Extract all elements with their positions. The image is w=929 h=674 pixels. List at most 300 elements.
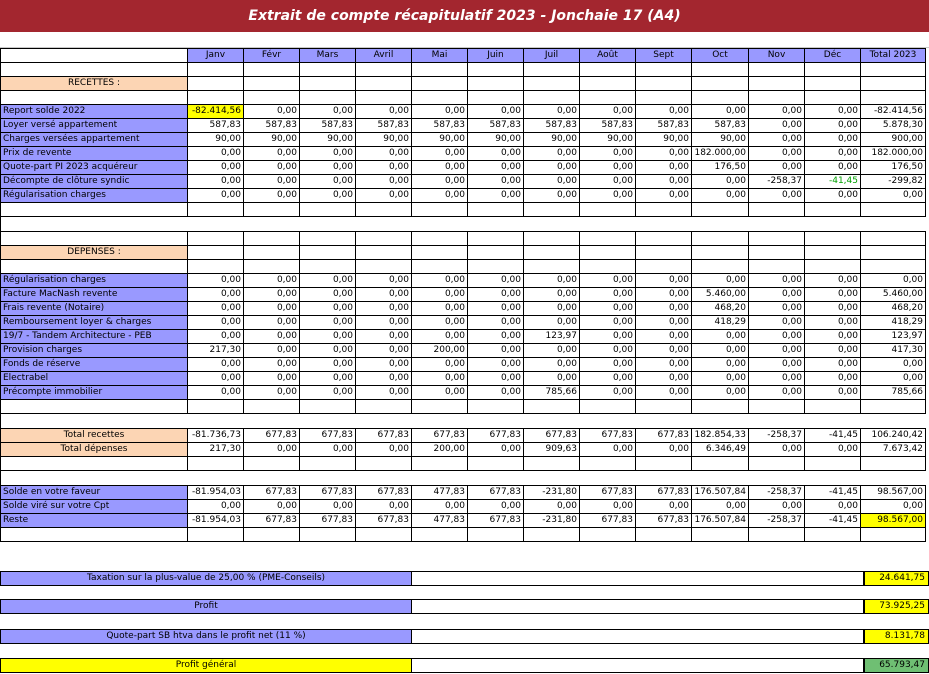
value-cell[interactable]: 0,00	[636, 316, 692, 330]
cell[interactable]	[412, 260, 468, 274]
value-cell[interactable]: 0,00	[692, 105, 749, 119]
value-cell[interactable]: 0,00	[188, 274, 244, 288]
value-cell[interactable]: 677,83	[244, 486, 300, 500]
cell[interactable]	[580, 77, 636, 91]
cell[interactable]	[188, 77, 244, 91]
value-cell[interactable]: 176.507,84	[692, 514, 749, 528]
cell[interactable]	[805, 457, 861, 471]
value-cell[interactable]: 0,00	[468, 175, 524, 189]
cell[interactable]	[805, 63, 861, 77]
value-cell[interactable]: 0,00	[188, 358, 244, 372]
cell[interactable]	[468, 457, 524, 471]
cell[interactable]	[188, 203, 244, 217]
cell[interactable]	[861, 77, 926, 91]
value-cell[interactable]: 0,00	[300, 147, 356, 161]
value-cell[interactable]: 0,00	[636, 443, 692, 457]
value-cell[interactable]: 0,00	[412, 105, 468, 119]
value-cell[interactable]: 0,00	[412, 302, 468, 316]
cell[interactable]	[244, 232, 300, 246]
value-cell[interactable]: 5.460,00	[861, 288, 926, 302]
value-cell[interactable]: 0,00	[580, 302, 636, 316]
cell[interactable]	[692, 91, 749, 105]
cell[interactable]	[1, 528, 188, 542]
cell[interactable]	[188, 232, 244, 246]
cell[interactable]	[636, 400, 692, 414]
value-cell[interactable]: 0,00	[636, 274, 692, 288]
value-cell[interactable]: 0,00	[468, 344, 524, 358]
value-cell[interactable]: 0,00	[356, 302, 412, 316]
value-cell[interactable]: 0,00	[300, 372, 356, 386]
value-cell[interactable]: 182.854,33	[692, 429, 749, 443]
cell[interactable]	[412, 528, 468, 542]
value-cell[interactable]: -41,45	[805, 175, 861, 189]
value-cell[interactable]: 587,83	[580, 119, 636, 133]
cell[interactable]	[244, 246, 300, 260]
value-cell[interactable]: 0,00	[244, 372, 300, 386]
cell[interactable]	[300, 400, 356, 414]
value-cell[interactable]: 176,50	[692, 161, 749, 175]
value-cell[interactable]: 0,00	[749, 161, 805, 175]
row-label[interactable]: Loyer versé appartement	[1, 119, 188, 133]
quote-part-value[interactable]: 8.131,78	[864, 629, 929, 644]
value-cell[interactable]: 0,00	[524, 358, 580, 372]
cell[interactable]	[244, 260, 300, 274]
value-cell[interactable]: 0,00	[692, 330, 749, 344]
value-cell[interactable]: 0,00	[805, 316, 861, 330]
value-cell[interactable]: 0,00	[412, 358, 468, 372]
value-cell[interactable]: 909,63	[524, 443, 580, 457]
cell[interactable]	[300, 260, 356, 274]
row-label[interactable]: Charges versées appartement	[1, 133, 188, 147]
cell[interactable]	[244, 77, 300, 91]
value-cell[interactable]: 0,00	[524, 161, 580, 175]
value-cell[interactable]: 0,00	[636, 330, 692, 344]
cell[interactable]	[749, 400, 805, 414]
value-cell[interactable]: 106.240,42	[861, 429, 926, 443]
value-cell[interactable]: 0,00	[805, 288, 861, 302]
value-cell[interactable]: 587,83	[356, 119, 412, 133]
cell[interactable]	[524, 246, 580, 260]
value-cell[interactable]: 0,00	[244, 344, 300, 358]
value-cell[interactable]: 0,00	[356, 105, 412, 119]
value-cell[interactable]: 0,00	[468, 274, 524, 288]
value-cell[interactable]: 0,00	[749, 302, 805, 316]
cell[interactable]	[468, 232, 524, 246]
value-cell[interactable]: 0,00	[244, 316, 300, 330]
value-cell[interactable]: 0,00	[412, 288, 468, 302]
value-cell[interactable]: 677,83	[636, 486, 692, 500]
cell[interactable]	[580, 203, 636, 217]
value-cell[interactable]: 0,00	[861, 372, 926, 386]
cell[interactable]	[805, 246, 861, 260]
value-cell[interactable]: 0,00	[861, 274, 926, 288]
value-cell[interactable]: 0,00	[468, 302, 524, 316]
value-cell[interactable]: 0,00	[749, 344, 805, 358]
cell[interactable]	[244, 203, 300, 217]
value-cell[interactable]: 0,00	[244, 147, 300, 161]
cell[interactable]	[636, 91, 692, 105]
value-cell[interactable]: 0,00	[580, 358, 636, 372]
value-cell[interactable]: 0,00	[636, 161, 692, 175]
cell[interactable]	[692, 528, 749, 542]
cell[interactable]	[356, 63, 412, 77]
value-cell[interactable]: 0,00	[749, 288, 805, 302]
value-cell[interactable]: 0,00	[636, 302, 692, 316]
cell[interactable]	[468, 63, 524, 77]
cell[interactable]	[412, 203, 468, 217]
value-cell[interactable]: 0,00	[749, 386, 805, 400]
value-cell[interactable]: 587,83	[300, 119, 356, 133]
value-cell[interactable]: 0,00	[188, 288, 244, 302]
value-cell[interactable]: 0,00	[805, 274, 861, 288]
cell[interactable]	[468, 528, 524, 542]
value-cell[interactable]: 0,00	[580, 344, 636, 358]
value-cell[interactable]: 0,00	[300, 358, 356, 372]
value-cell[interactable]: 0,00	[300, 316, 356, 330]
value-cell[interactable]: 0,00	[524, 372, 580, 386]
cell[interactable]	[524, 91, 580, 105]
value-cell[interactable]: 677,83	[300, 429, 356, 443]
cell[interactable]	[1, 203, 188, 217]
value-cell[interactable]: 217,30	[188, 344, 244, 358]
value-cell[interactable]: 0,00	[749, 119, 805, 133]
cell[interactable]	[356, 91, 412, 105]
value-cell[interactable]: -258,37	[749, 429, 805, 443]
value-cell[interactable]: 0,00	[749, 358, 805, 372]
value-cell[interactable]: 0,00	[412, 189, 468, 203]
value-cell[interactable]: 123,97	[524, 330, 580, 344]
value-cell[interactable]: 0,00	[636, 372, 692, 386]
value-cell[interactable]: 0,00	[524, 344, 580, 358]
value-cell[interactable]: -81.954,03	[188, 486, 244, 500]
value-cell[interactable]: 677,83	[356, 514, 412, 528]
value-cell[interactable]: 0,00	[468, 147, 524, 161]
value-cell[interactable]: 587,83	[412, 119, 468, 133]
cell[interactable]	[749, 260, 805, 274]
value-cell[interactable]: 7.673,42	[861, 443, 926, 457]
value-cell[interactable]: 90,00	[188, 133, 244, 147]
cell[interactable]	[692, 246, 749, 260]
value-cell[interactable]: 0,00	[805, 133, 861, 147]
value-cell[interactable]: 677,83	[412, 429, 468, 443]
row-label[interactable]: Prix de revente	[1, 147, 188, 161]
value-cell[interactable]: 182.000,00	[861, 147, 926, 161]
cell[interactable]	[749, 457, 805, 471]
value-cell[interactable]: 0,00	[524, 175, 580, 189]
cell[interactable]	[861, 91, 926, 105]
value-cell[interactable]: 0,00	[244, 500, 300, 514]
cell[interactable]	[749, 203, 805, 217]
value-cell[interactable]: 0,00	[692, 344, 749, 358]
value-cell[interactable]: 0,00	[580, 330, 636, 344]
cell[interactable]	[356, 260, 412, 274]
value-cell[interactable]: 0,00	[749, 372, 805, 386]
value-cell[interactable]: 0,00	[580, 175, 636, 189]
value-cell[interactable]: 0,00	[468, 358, 524, 372]
row-label[interactable]: Précompte immobilier	[1, 386, 188, 400]
cell[interactable]	[861, 528, 926, 542]
value-cell[interactable]: 98.567,00	[861, 514, 926, 528]
value-cell[interactable]: 0,00	[805, 386, 861, 400]
value-cell[interactable]: 0,00	[805, 189, 861, 203]
cell[interactable]	[468, 203, 524, 217]
value-cell[interactable]: 0,00	[749, 330, 805, 344]
cell[interactable]	[356, 246, 412, 260]
value-cell[interactable]: 90,00	[524, 133, 580, 147]
profit-value[interactable]: 73.925,25	[864, 599, 929, 614]
cell[interactable]	[524, 528, 580, 542]
value-cell[interactable]: 0,00	[805, 302, 861, 316]
cell[interactable]	[244, 457, 300, 471]
value-cell[interactable]: -258,37	[749, 514, 805, 528]
row-label[interactable]: Electrabel	[1, 372, 188, 386]
value-cell[interactable]: 0,00	[636, 105, 692, 119]
cell[interactable]	[636, 232, 692, 246]
value-cell[interactable]: 0,00	[300, 161, 356, 175]
value-cell[interactable]: 217,30	[188, 443, 244, 457]
value-cell[interactable]: -82.414,56	[861, 105, 926, 119]
value-cell[interactable]: 0,00	[468, 161, 524, 175]
cell[interactable]	[805, 260, 861, 274]
value-cell[interactable]: 0,00	[356, 189, 412, 203]
value-cell[interactable]: 0,00	[468, 386, 524, 400]
value-cell[interactable]: 5.878,30	[861, 119, 926, 133]
value-cell[interactable]: 0,00	[188, 147, 244, 161]
value-cell[interactable]: 0,00	[300, 302, 356, 316]
value-cell[interactable]: 0,00	[805, 330, 861, 344]
value-cell[interactable]: 0,00	[356, 161, 412, 175]
cell[interactable]	[188, 400, 244, 414]
value-cell[interactable]: 0,00	[412, 500, 468, 514]
value-cell[interactable]: 0,00	[356, 443, 412, 457]
value-cell[interactable]: 0,00	[580, 500, 636, 514]
cell[interactable]	[468, 91, 524, 105]
value-cell[interactable]: 0,00	[300, 500, 356, 514]
value-cell[interactable]: 90,00	[244, 133, 300, 147]
value-cell[interactable]: 418,29	[861, 316, 926, 330]
value-cell[interactable]: 0,00	[749, 147, 805, 161]
value-cell[interactable]: 5.460,00	[692, 288, 749, 302]
value-cell[interactable]: 0,00	[580, 105, 636, 119]
value-cell[interactable]: 0,00	[468, 443, 524, 457]
value-cell[interactable]: 0,00	[749, 189, 805, 203]
value-cell[interactable]: 0,00	[356, 175, 412, 189]
cell[interactable]	[805, 400, 861, 414]
value-cell[interactable]: 0,00	[300, 175, 356, 189]
value-cell[interactable]: 677,83	[636, 429, 692, 443]
value-cell[interactable]: 0,00	[244, 302, 300, 316]
value-cell[interactable]: 0,00	[692, 386, 749, 400]
cell[interactable]	[861, 232, 926, 246]
value-cell[interactable]: 90,00	[468, 133, 524, 147]
cell[interactable]	[861, 63, 926, 77]
row-label[interactable]: Décompte de clôture syndic	[1, 175, 188, 189]
cell[interactable]	[188, 246, 244, 260]
value-cell[interactable]: -258,37	[749, 175, 805, 189]
profit-general-value[interactable]: 65.793,47	[864, 658, 929, 673]
value-cell[interactable]: -41,45	[805, 486, 861, 500]
value-cell[interactable]: 677,83	[468, 514, 524, 528]
value-cell[interactable]: 587,83	[636, 119, 692, 133]
cell[interactable]	[524, 63, 580, 77]
value-cell[interactable]: 0,00	[300, 386, 356, 400]
cell[interactable]	[356, 203, 412, 217]
value-cell[interactable]: 0,00	[356, 288, 412, 302]
cell[interactable]	[300, 246, 356, 260]
cell[interactable]	[749, 77, 805, 91]
value-cell[interactable]: 677,83	[580, 486, 636, 500]
value-cell[interactable]: 0,00	[749, 105, 805, 119]
value-cell[interactable]: 0,00	[580, 288, 636, 302]
cell[interactable]	[188, 528, 244, 542]
cell[interactable]	[636, 457, 692, 471]
value-cell[interactable]: 677,83	[580, 514, 636, 528]
value-cell[interactable]: 0,00	[861, 189, 926, 203]
value-cell[interactable]: 0,00	[188, 386, 244, 400]
value-cell[interactable]: 0,00	[580, 316, 636, 330]
row-label[interactable]: Total dépenses	[1, 443, 188, 457]
value-cell[interactable]: 0,00	[356, 344, 412, 358]
cell[interactable]	[524, 260, 580, 274]
value-cell[interactable]: 0,00	[300, 288, 356, 302]
value-cell[interactable]: 0,00	[188, 316, 244, 330]
cell[interactable]	[749, 528, 805, 542]
cell[interactable]	[412, 400, 468, 414]
value-cell[interactable]: 0,00	[692, 372, 749, 386]
cell[interactable]	[188, 91, 244, 105]
value-cell[interactable]: 200,00	[412, 344, 468, 358]
value-cell[interactable]: 0,00	[636, 386, 692, 400]
cell[interactable]	[636, 246, 692, 260]
value-cell[interactable]: 0,00	[244, 105, 300, 119]
cell[interactable]	[580, 63, 636, 77]
row-label[interactable]: Régularisation charges	[1, 189, 188, 203]
value-cell[interactable]: 0,00	[468, 105, 524, 119]
value-cell[interactable]: 0,00	[524, 105, 580, 119]
cell[interactable]	[1, 400, 188, 414]
value-cell[interactable]: -41,45	[805, 514, 861, 528]
cell[interactable]	[1, 232, 188, 246]
value-cell[interactable]: 0,00	[244, 386, 300, 400]
value-cell[interactable]: 0,00	[692, 274, 749, 288]
row-label[interactable]: Solde viré sur votre Cpt	[1, 500, 188, 514]
cell[interactable]	[692, 77, 749, 91]
row-label[interactable]: Frais revente (Notaire)	[1, 302, 188, 316]
value-cell[interactable]: 677,83	[468, 429, 524, 443]
cell[interactable]	[636, 203, 692, 217]
cell[interactable]	[1, 63, 188, 77]
value-cell[interactable]: 0,00	[468, 500, 524, 514]
cell[interactable]	[412, 457, 468, 471]
cell[interactable]	[805, 91, 861, 105]
value-cell[interactable]: 0,00	[805, 358, 861, 372]
cell[interactable]	[524, 400, 580, 414]
value-cell[interactable]: 0,00	[580, 443, 636, 457]
row-label[interactable]: Reste	[1, 514, 188, 528]
value-cell[interactable]: 587,83	[244, 119, 300, 133]
cell[interactable]	[1, 260, 188, 274]
value-cell[interactable]: 677,83	[300, 486, 356, 500]
value-cell[interactable]: 785,66	[524, 386, 580, 400]
value-cell[interactable]: 0,00	[524, 500, 580, 514]
cell[interactable]	[805, 77, 861, 91]
value-cell[interactable]: 0,00	[805, 105, 861, 119]
cell[interactable]	[749, 91, 805, 105]
cell[interactable]	[749, 63, 805, 77]
value-cell[interactable]: 0,00	[244, 189, 300, 203]
cell[interactable]	[1, 457, 188, 471]
cell[interactable]	[356, 77, 412, 91]
cell[interactable]	[524, 203, 580, 217]
row-label[interactable]: 19/7 - Tandem Architecture - PEB	[1, 330, 188, 344]
value-cell[interactable]: 0,00	[188, 500, 244, 514]
value-cell[interactable]: 0,00	[805, 500, 861, 514]
cell[interactable]	[468, 246, 524, 260]
value-cell[interactable]: 0,00	[805, 161, 861, 175]
value-cell[interactable]: 90,00	[580, 133, 636, 147]
value-cell[interactable]: 0,00	[468, 330, 524, 344]
value-cell[interactable]: 677,83	[244, 429, 300, 443]
value-cell[interactable]: 0,00	[356, 147, 412, 161]
value-cell[interactable]: 0,00	[468, 288, 524, 302]
row-label[interactable]: Facture MacNash revente	[1, 288, 188, 302]
value-cell[interactable]: -231,80	[524, 486, 580, 500]
value-cell[interactable]: -299,82	[861, 175, 926, 189]
value-cell[interactable]: 0,00	[188, 372, 244, 386]
cell[interactable]	[356, 400, 412, 414]
cell[interactable]	[636, 260, 692, 274]
cell[interactable]	[468, 77, 524, 91]
row-label[interactable]: Remboursement loyer & charges	[1, 316, 188, 330]
value-cell[interactable]: 0,00	[300, 443, 356, 457]
value-cell[interactable]: 0,00	[636, 288, 692, 302]
cell[interactable]	[580, 528, 636, 542]
value-cell[interactable]: 0,00	[412, 274, 468, 288]
row-label[interactable]: Provision charges	[1, 344, 188, 358]
cell[interactable]	[356, 457, 412, 471]
value-cell[interactable]: 785,66	[861, 386, 926, 400]
cell[interactable]	[244, 528, 300, 542]
cell[interactable]	[636, 63, 692, 77]
value-cell[interactable]: 0,00	[749, 443, 805, 457]
value-cell[interactable]: 0,00	[580, 161, 636, 175]
value-cell[interactable]: 677,83	[524, 429, 580, 443]
value-cell[interactable]: 417,30	[861, 344, 926, 358]
cell[interactable]	[692, 457, 749, 471]
value-cell[interactable]: 0,00	[749, 274, 805, 288]
value-cell[interactable]: 0,00	[580, 386, 636, 400]
value-cell[interactable]: 0,00	[244, 175, 300, 189]
value-cell[interactable]: 0,00	[412, 386, 468, 400]
value-cell[interactable]: 0,00	[692, 358, 749, 372]
value-cell[interactable]: -81.736,73	[188, 429, 244, 443]
value-cell[interactable]: 0,00	[861, 358, 926, 372]
cell[interactable]	[188, 457, 244, 471]
value-cell[interactable]: 0,00	[300, 330, 356, 344]
cell[interactable]	[468, 400, 524, 414]
value-cell[interactable]: 468,20	[692, 302, 749, 316]
value-cell[interactable]: 0,00	[412, 316, 468, 330]
cell[interactable]	[580, 400, 636, 414]
value-cell[interactable]: 0,00	[300, 274, 356, 288]
cell[interactable]	[524, 232, 580, 246]
value-cell[interactable]: 0,00	[412, 147, 468, 161]
value-cell[interactable]: -81.954,03	[188, 514, 244, 528]
cell[interactable]	[412, 91, 468, 105]
value-cell[interactable]: 0,00	[636, 500, 692, 514]
cell[interactable]	[524, 457, 580, 471]
value-cell[interactable]: 0,00	[636, 344, 692, 358]
